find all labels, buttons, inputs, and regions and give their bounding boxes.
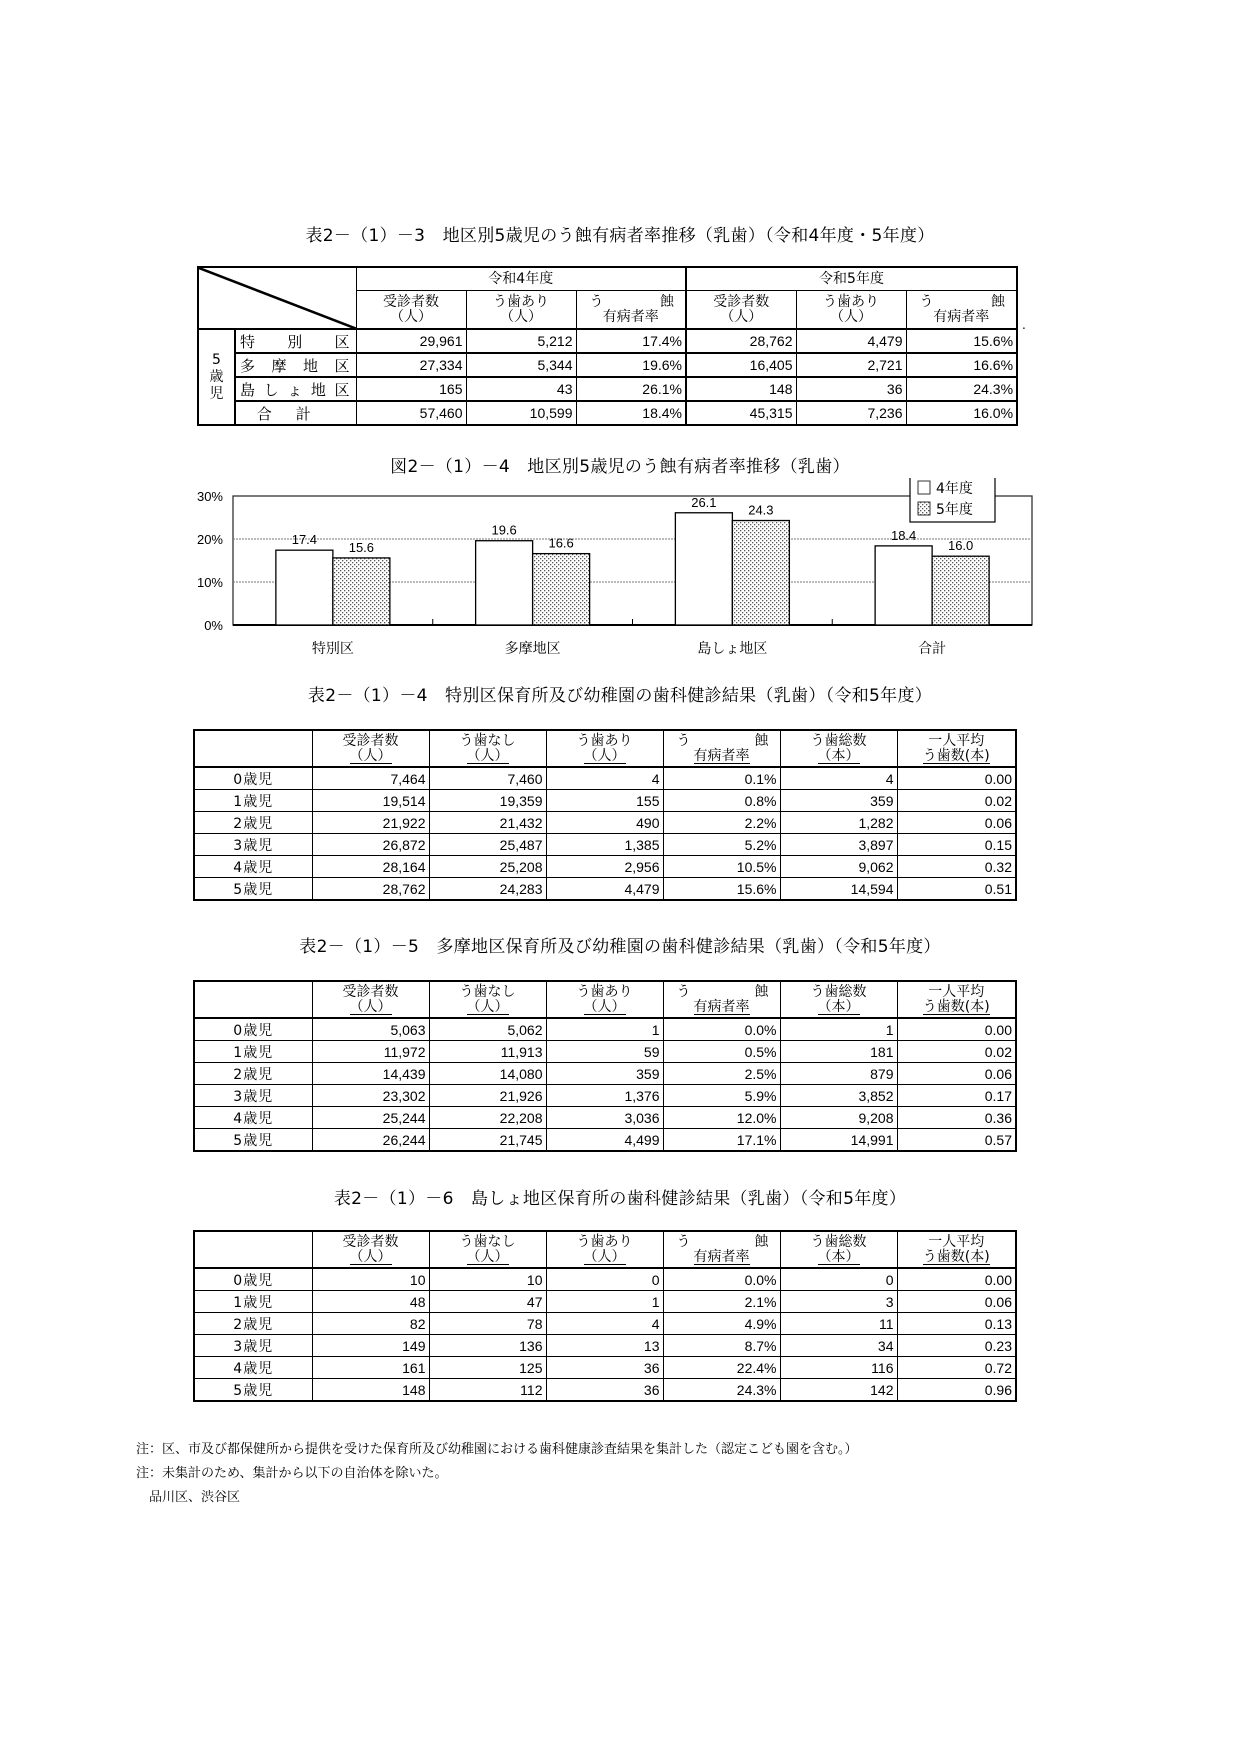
col-header: 受診者数 （人） bbox=[312, 730, 429, 767]
cell: 2.5% bbox=[663, 1063, 780, 1085]
region-label-total: 合計 bbox=[235, 401, 356, 425]
table-islands-results bbox=[193, 1230, 1017, 1402]
cell: 1,282 bbox=[780, 812, 897, 834]
table-row bbox=[194, 1379, 1016, 1402]
region-label: 特別区 bbox=[235, 329, 356, 353]
cell: 14,991 bbox=[780, 1129, 897, 1152]
age-label: 4歳児 bbox=[194, 856, 312, 878]
note-3: 品川区、渋谷区 bbox=[136, 1490, 241, 1505]
cell: 29,961 bbox=[356, 329, 466, 353]
cell: 2,721 bbox=[796, 353, 906, 377]
cell: 136 bbox=[429, 1335, 546, 1357]
cell: 0.00 bbox=[897, 767, 1016, 790]
col-header: う歯なし （人） bbox=[429, 981, 546, 1018]
cell: 4 bbox=[546, 1313, 663, 1335]
cell: 0.13 bbox=[897, 1313, 1016, 1335]
col-header: 一人平均 う歯数(本) bbox=[897, 981, 1016, 1018]
table-row bbox=[194, 1041, 1016, 1063]
col-header-examinees-r5: 受診者数 （人） bbox=[686, 291, 796, 330]
cell: 10 bbox=[312, 1268, 429, 1291]
cell: 14,439 bbox=[312, 1063, 429, 1085]
y-tick-label: 0% bbox=[204, 618, 223, 633]
col-header: う歯あり （人） bbox=[546, 730, 663, 767]
corner-diagonal-cell bbox=[198, 267, 356, 329]
col-header: う歯なし （人） bbox=[429, 730, 546, 767]
col-header-rate-r5: う 蝕 有病者率 bbox=[906, 291, 1017, 330]
cell: 155 bbox=[546, 790, 663, 812]
table-row bbox=[194, 1085, 1016, 1107]
cell: 359 bbox=[546, 1063, 663, 1085]
cell: 3,897 bbox=[780, 834, 897, 856]
data-label: 26.1 bbox=[691, 494, 717, 510]
table-row bbox=[194, 878, 1016, 901]
table-row bbox=[198, 377, 1017, 401]
cell: 0.02 bbox=[897, 1041, 1016, 1063]
cell: 5,344 bbox=[466, 353, 576, 377]
cell: 10.5% bbox=[663, 856, 780, 878]
legend-swatch-5nendo bbox=[918, 502, 930, 515]
cell: 7,236 bbox=[796, 401, 906, 425]
data-label: 19.6 bbox=[491, 522, 517, 538]
cell: 22.4% bbox=[663, 1357, 780, 1379]
bar-4nendo bbox=[875, 546, 932, 625]
table-row bbox=[194, 834, 1016, 856]
table-row bbox=[194, 1313, 1016, 1335]
cell: 15.6% bbox=[663, 878, 780, 901]
cell: 28,762 bbox=[312, 878, 429, 901]
age-label: 1歳児 bbox=[194, 790, 312, 812]
cell: 5.9% bbox=[663, 1085, 780, 1107]
data-label: 18.4 bbox=[890, 527, 917, 543]
cell: 142 bbox=[780, 1379, 897, 1402]
corner-empty-cell bbox=[194, 730, 312, 767]
cell: 19,359 bbox=[429, 790, 546, 812]
cell: 0.32 bbox=[897, 856, 1016, 878]
table3-title: 表2－（1）－5 多摩地区保育所及び幼稚園の歯科健診結果（乳歯）（令和5年度） bbox=[299, 937, 941, 957]
cell: 11,913 bbox=[429, 1041, 546, 1063]
cell: 3 bbox=[780, 1291, 897, 1313]
col-header-caries-r4: う歯あり （人） bbox=[466, 291, 576, 330]
diagonal-line bbox=[199, 268, 356, 329]
data-label: 16.6 bbox=[548, 535, 574, 551]
cell: 4,479 bbox=[796, 329, 906, 353]
cell: 45,315 bbox=[686, 401, 796, 425]
cell: 1 bbox=[780, 1018, 897, 1041]
col-header: う 蝕 有病者率 bbox=[663, 1231, 780, 1268]
col-header: う歯総数 （本） bbox=[780, 1231, 897, 1268]
data-label: 16.0 bbox=[947, 538, 974, 554]
table-row bbox=[194, 812, 1016, 834]
cell: 5,062 bbox=[429, 1018, 546, 1041]
age-label: 2歳児 bbox=[194, 1063, 312, 1085]
age-label: 1歳児 bbox=[194, 1291, 312, 1313]
x-category-label: 多摩地区 bbox=[504, 641, 561, 657]
cell: 0.06 bbox=[897, 812, 1016, 834]
cell: 1 bbox=[546, 1018, 663, 1041]
cell: 10 bbox=[429, 1268, 546, 1291]
cell: 17.4% bbox=[576, 329, 686, 353]
age-label: 2歳児 bbox=[194, 812, 312, 834]
cell: 26,872 bbox=[312, 834, 429, 856]
data-label: 17.4 bbox=[291, 532, 318, 548]
cell: 16,405 bbox=[686, 353, 796, 377]
table-regional-caries-trend bbox=[197, 266, 1018, 426]
bar-chart bbox=[180, 478, 1050, 668]
age-label: 5歳児 bbox=[194, 878, 312, 901]
cell: 21,922 bbox=[312, 812, 429, 834]
age-label: 1歳児 bbox=[194, 1041, 312, 1063]
cell: 2,956 bbox=[546, 856, 663, 878]
cell: 0.51 bbox=[897, 878, 1016, 901]
year-header-r4: 令和4年度 bbox=[356, 267, 686, 291]
corner-empty-cell bbox=[194, 981, 312, 1018]
cell: 13 bbox=[546, 1335, 663, 1357]
col-header: う 蝕 有病者率 bbox=[663, 981, 780, 1018]
cell: 25,208 bbox=[429, 856, 546, 878]
age-label: 3歳児 bbox=[194, 1335, 312, 1357]
region-label: 島しょ地区 bbox=[235, 377, 356, 401]
cell: 78 bbox=[429, 1313, 546, 1335]
bar-4nendo bbox=[476, 541, 533, 625]
cell: 16.6% bbox=[906, 353, 1017, 377]
cell: 28,762 bbox=[686, 329, 796, 353]
note-2: 注：未集計のため、集計から以下の自治体を除いた。 bbox=[136, 1466, 448, 1481]
cell: 36 bbox=[546, 1357, 663, 1379]
table-row bbox=[198, 353, 1017, 377]
cell: 2.2% bbox=[663, 812, 780, 834]
cell: 7,460 bbox=[429, 767, 546, 790]
corner-empty-cell bbox=[194, 1231, 312, 1268]
cell: 181 bbox=[780, 1041, 897, 1063]
age-label: 4歳児 bbox=[194, 1357, 312, 1379]
cell: 3,852 bbox=[780, 1085, 897, 1107]
cell: 0.15 bbox=[897, 834, 1016, 856]
legend-swatch-4nendo bbox=[918, 481, 930, 494]
cell: 25,244 bbox=[312, 1107, 429, 1129]
bar-4nendo bbox=[675, 513, 732, 625]
cell: 16.0% bbox=[906, 401, 1017, 425]
cell: 148 bbox=[312, 1379, 429, 1402]
col-header-caries-r5: う歯あり （人） bbox=[796, 291, 906, 330]
col-header: 一人平均 う歯数(本) bbox=[897, 1231, 1016, 1268]
y-tick-label: 20% bbox=[196, 532, 223, 547]
cell: 82 bbox=[312, 1313, 429, 1335]
age-label: 3歳児 bbox=[194, 1085, 312, 1107]
cell: 879 bbox=[780, 1063, 897, 1085]
cell: 8.7% bbox=[663, 1335, 780, 1357]
cell: 11 bbox=[780, 1313, 897, 1335]
table-row bbox=[194, 1335, 1016, 1357]
cell: 27,334 bbox=[356, 353, 466, 377]
table-row bbox=[198, 329, 1017, 353]
cell: 17.1% bbox=[663, 1129, 780, 1152]
cell: 4 bbox=[780, 767, 897, 790]
table1-title: 表2－（1）－3 地区別5歳児のう蝕有病者率推移（乳歯）（令和4年度・5年度） bbox=[305, 226, 935, 246]
legend-label-5nendo: 5年度 bbox=[936, 502, 973, 518]
age-label: 5歳児 bbox=[194, 1379, 312, 1402]
cell: 36 bbox=[796, 377, 906, 401]
cell: 24.3% bbox=[906, 377, 1017, 401]
cell: 23,302 bbox=[312, 1085, 429, 1107]
cell: 24,283 bbox=[429, 878, 546, 901]
cell: 0.17 bbox=[897, 1085, 1016, 1107]
cell: 59 bbox=[546, 1041, 663, 1063]
table-row bbox=[194, 790, 1016, 812]
cell: 21,432 bbox=[429, 812, 546, 834]
table-row bbox=[194, 1291, 1016, 1313]
cell: 0.57 bbox=[897, 1129, 1016, 1152]
cell: 9,062 bbox=[780, 856, 897, 878]
cell: 116 bbox=[780, 1357, 897, 1379]
table-row bbox=[194, 1107, 1016, 1129]
stray-mark: . bbox=[1022, 318, 1026, 332]
cell: 19,514 bbox=[312, 790, 429, 812]
table-row bbox=[194, 856, 1016, 878]
age-group-label: 5 歳 児 bbox=[198, 329, 235, 425]
cell: 490 bbox=[546, 812, 663, 834]
cell: 5.2% bbox=[663, 834, 780, 856]
col-header: 一人平均 う歯数(本) bbox=[897, 730, 1016, 767]
cell: 4 bbox=[546, 767, 663, 790]
cell: 4,499 bbox=[546, 1129, 663, 1152]
cell: 24.3% bbox=[663, 1379, 780, 1402]
cell: 15.6% bbox=[906, 329, 1017, 353]
cell: 161 bbox=[312, 1357, 429, 1379]
cell: 0.02 bbox=[897, 790, 1016, 812]
cell: 47 bbox=[429, 1291, 546, 1313]
col-header: う歯なし （人） bbox=[429, 1231, 546, 1268]
cell: 0.8% bbox=[663, 790, 780, 812]
table4-title: 表2－（1）－6 島しょ地区保育所の歯科健診結果（乳歯）（令和5年度） bbox=[333, 1189, 907, 1209]
col-header: う歯あり （人） bbox=[546, 1231, 663, 1268]
cell: 1,376 bbox=[546, 1085, 663, 1107]
col-header: う歯総数 （本） bbox=[780, 730, 897, 767]
table-row bbox=[194, 1129, 1016, 1152]
cell: 3,036 bbox=[546, 1107, 663, 1129]
cell: 0 bbox=[780, 1268, 897, 1291]
cell: 48 bbox=[312, 1291, 429, 1313]
y-tick-label: 10% bbox=[196, 575, 223, 590]
cell: 0.0% bbox=[663, 1268, 780, 1291]
cell: 148 bbox=[686, 377, 796, 401]
data-label: 15.6 bbox=[348, 539, 375, 555]
col-header-examinees-r4: 受診者数 （人） bbox=[356, 291, 466, 330]
cell: 18.4% bbox=[576, 401, 686, 425]
note-1: 注：区、市及び都保健所から提供を受けた保育所及び幼稚園における歯科健康診査結果を集計した（認定こども園を含む。） bbox=[136, 1442, 858, 1457]
cell: 21,745 bbox=[429, 1129, 546, 1152]
age-label: 4歳児 bbox=[194, 1107, 312, 1129]
cell: 25,487 bbox=[429, 834, 546, 856]
cell: 0.96 bbox=[897, 1379, 1016, 1402]
col-header: 受診者数 （人） bbox=[312, 981, 429, 1018]
cell: 14,080 bbox=[429, 1063, 546, 1085]
age-label: 3歳児 bbox=[194, 834, 312, 856]
cell: 11,972 bbox=[312, 1041, 429, 1063]
age-label: 5歳児 bbox=[194, 1129, 312, 1152]
cell: 5,212 bbox=[466, 329, 576, 353]
cell: 43 bbox=[466, 377, 576, 401]
table-row bbox=[194, 1268, 1016, 1291]
table-row bbox=[194, 1018, 1016, 1041]
cell: 149 bbox=[312, 1335, 429, 1357]
table-tama-results bbox=[193, 980, 1017, 1152]
col-header: う歯総数 （本） bbox=[780, 981, 897, 1018]
cell: 57,460 bbox=[356, 401, 466, 425]
table-row bbox=[194, 1063, 1016, 1085]
cell: 1 bbox=[546, 1291, 663, 1313]
bar-5nendo bbox=[333, 558, 390, 625]
y-tick-label: 30% bbox=[196, 489, 223, 504]
cell: 165 bbox=[356, 377, 466, 401]
cell: 7,464 bbox=[312, 767, 429, 790]
age-label: 2歳児 bbox=[194, 1313, 312, 1335]
x-category-label: 合計 bbox=[918, 641, 947, 657]
chart-legend bbox=[910, 478, 995, 522]
data-label: 24.3 bbox=[748, 502, 774, 518]
cell: 12.0% bbox=[663, 1107, 780, 1129]
region-label: 多摩地区 bbox=[235, 353, 356, 377]
x-category-label: 特別区 bbox=[311, 641, 354, 657]
table-tokubetsuku-results bbox=[193, 729, 1017, 901]
cell: 14,594 bbox=[780, 878, 897, 901]
cell: 112 bbox=[429, 1379, 546, 1402]
cell: 0 bbox=[546, 1268, 663, 1291]
cell: 26.1% bbox=[576, 377, 686, 401]
bar-4nendo bbox=[276, 550, 333, 625]
cell: 19.6% bbox=[576, 353, 686, 377]
cell: 0.06 bbox=[897, 1063, 1016, 1085]
col-header: 受診者数 （人） bbox=[312, 1231, 429, 1268]
cell: 0.23 bbox=[897, 1335, 1016, 1357]
cell: 26,244 bbox=[312, 1129, 429, 1152]
bar-5nendo bbox=[732, 521, 789, 625]
cell: 0.0% bbox=[663, 1018, 780, 1041]
cell: 0.5% bbox=[663, 1041, 780, 1063]
age-label: 0歳児 bbox=[194, 1268, 312, 1291]
cell: 22,208 bbox=[429, 1107, 546, 1129]
legend-label-4nendo: 4年度 bbox=[936, 481, 973, 497]
cell: 34 bbox=[780, 1335, 897, 1357]
age-label: 0歳児 bbox=[194, 1018, 312, 1041]
cell: 5,063 bbox=[312, 1018, 429, 1041]
cell: 1,385 bbox=[546, 834, 663, 856]
table-row bbox=[194, 1357, 1016, 1379]
cell: 0.1% bbox=[663, 767, 780, 790]
cell: 21,926 bbox=[429, 1085, 546, 1107]
year-header-r5: 令和5年度 bbox=[686, 267, 1017, 291]
cell: 0.06 bbox=[897, 1291, 1016, 1313]
age-label: 0歳児 bbox=[194, 767, 312, 790]
col-header: う 蝕 有病者率 bbox=[663, 730, 780, 767]
cell: 28,164 bbox=[312, 856, 429, 878]
cell: 10,599 bbox=[466, 401, 576, 425]
table2-title: 表2－（1）－4 特別区保育所及び幼稚園の歯科健診結果（乳歯）（令和5年度） bbox=[307, 686, 933, 706]
table-row bbox=[198, 401, 1017, 425]
cell: 4.9% bbox=[663, 1313, 780, 1335]
x-category-label: 島しょ地区 bbox=[697, 641, 768, 657]
cell: 0.72 bbox=[897, 1357, 1016, 1379]
chart-title: 図2－（1）－4 地区別5歳児のう蝕有病者率推移（乳歯） bbox=[390, 457, 850, 477]
cell: 125 bbox=[429, 1357, 546, 1379]
cell: 9,208 bbox=[780, 1107, 897, 1129]
cell: 0.00 bbox=[897, 1268, 1016, 1291]
table-row bbox=[194, 767, 1016, 790]
cell: 0.00 bbox=[897, 1018, 1016, 1041]
cell: 2.1% bbox=[663, 1291, 780, 1313]
col-header: う歯あり （人） bbox=[546, 981, 663, 1018]
cell: 4,479 bbox=[546, 878, 663, 901]
cell: 36 bbox=[546, 1379, 663, 1402]
cell: 359 bbox=[780, 790, 897, 812]
cell: 0.36 bbox=[897, 1107, 1016, 1129]
col-header-rate-r4: う 蝕 有病者率 bbox=[576, 291, 686, 330]
bar-5nendo bbox=[533, 554, 590, 625]
bar-5nendo bbox=[932, 556, 989, 625]
